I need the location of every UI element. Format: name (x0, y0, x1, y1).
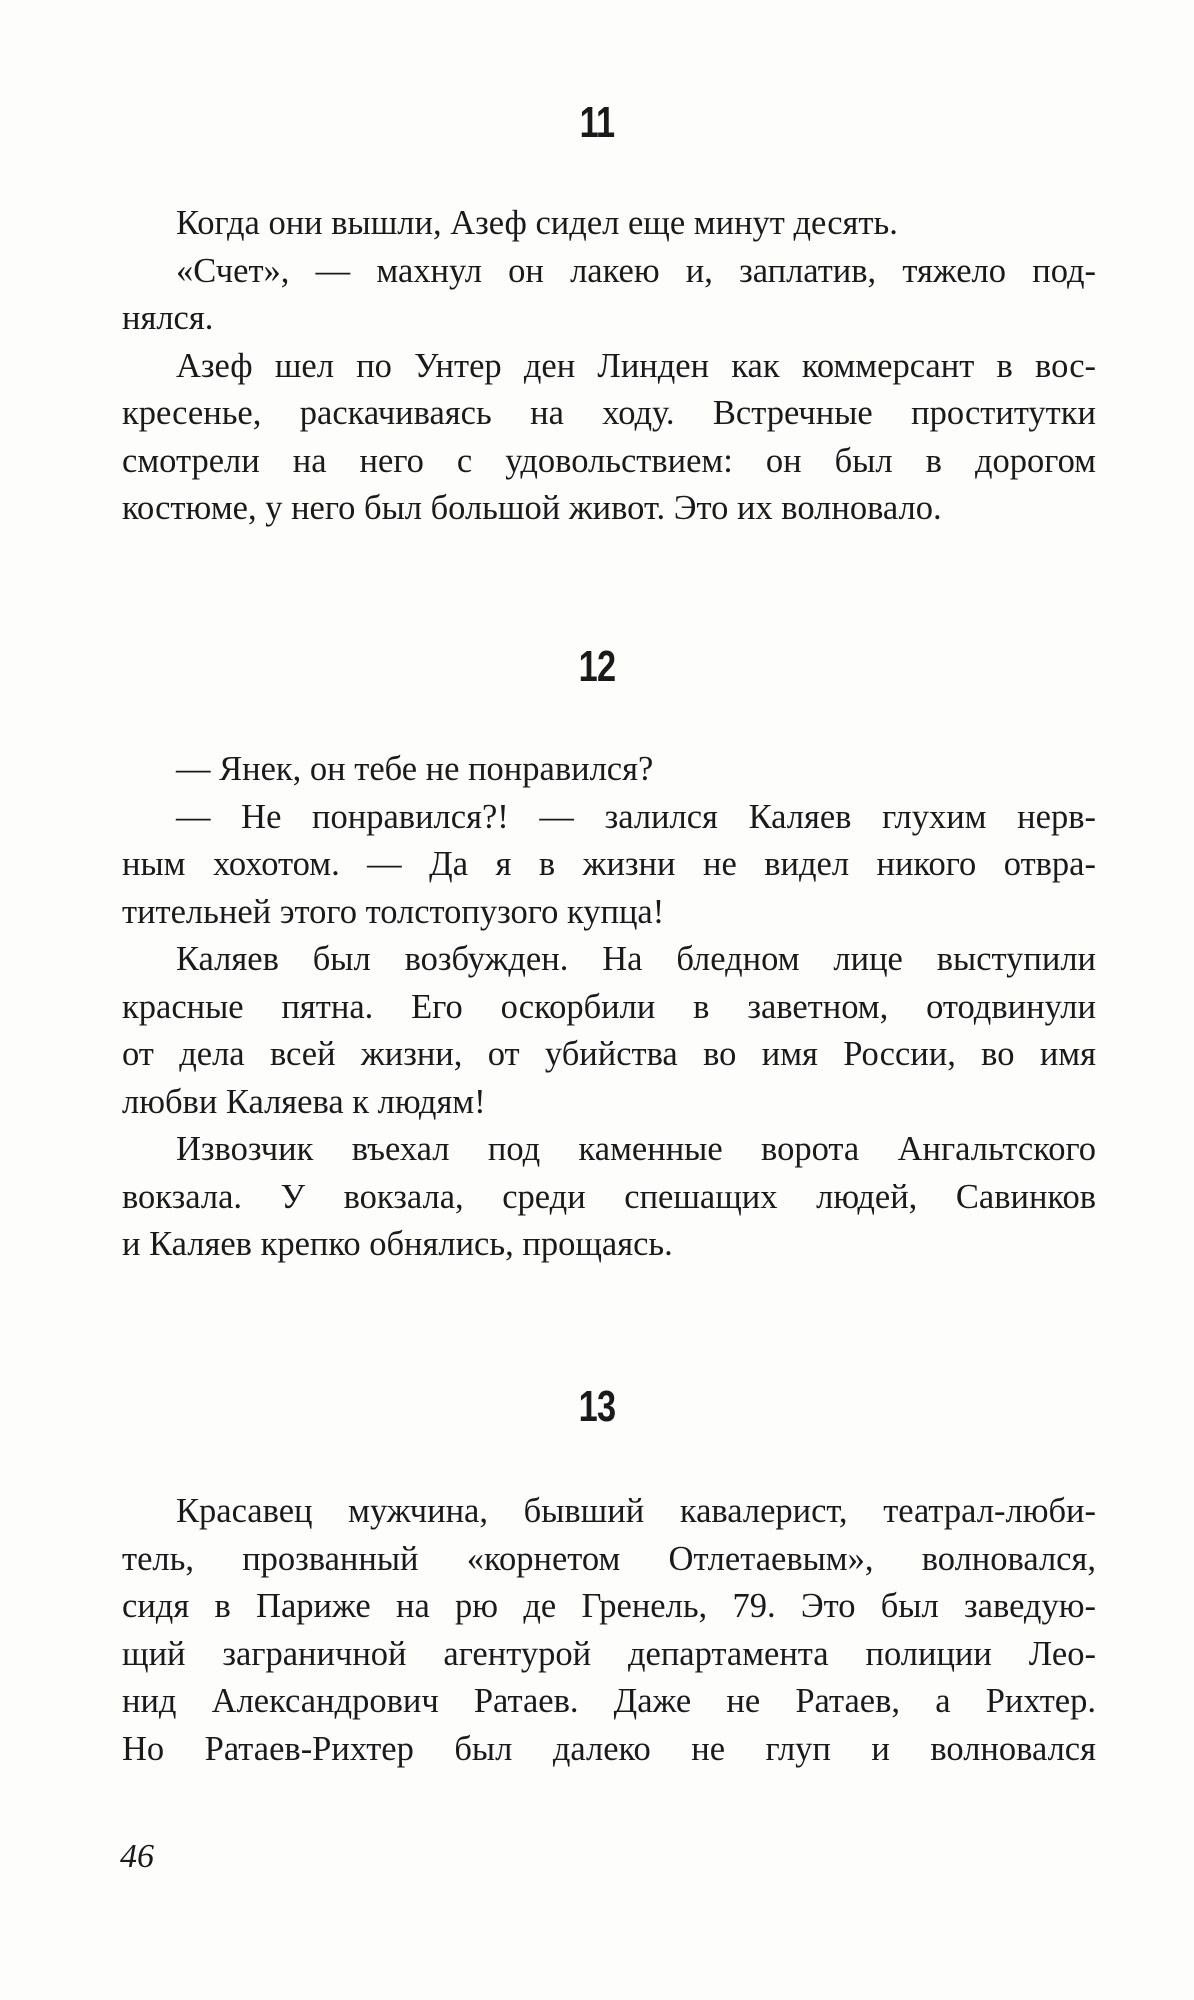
text-line: красные пятна. Его оскорбили в заветном, отодвинули (122, 987, 1096, 1026)
text-line: сидя в Париже на рю де Гренель, 79. Это был заведую- (122, 1587, 1096, 1625)
text-line: Когда они вышли, Азеф сидел еще минут десять. (176, 204, 898, 242)
paragraph (122, 936, 1096, 1126)
text-line: костюме, у него был большой живот. Это их волновало. (122, 489, 942, 527)
text-line: Но Ратаев-Рихтер был далеко не глуп и волновался (122, 1729, 1096, 1768)
text-line: любви Каляева к людям! (122, 1082, 486, 1121)
paragraph (122, 1488, 1096, 1773)
paragraph (122, 343, 1096, 533)
text-line: Красавец мужчина, бывший кавалерист, театрал-люби- (176, 1492, 1096, 1530)
text-line: Каляев был возбужден. На бледном лице выступили (176, 940, 1096, 978)
chapter-heading-12: 12 (578, 642, 616, 691)
text-line: «Счет», — махнул он лакею и, заплатив, тяжело под- (176, 251, 1096, 290)
paragraph (122, 1126, 1096, 1269)
text-line: от дела всей жизни, от убийства во имя России, во имя (122, 1035, 1096, 1073)
paragraph (122, 794, 1096, 937)
text-line: кресенье, раскачиваясь на ходу. Встречные проститутки (122, 394, 1096, 432)
text-line: и Каляев крепко обнялись, прощаясь. (122, 1225, 673, 1263)
text-line: ным хохотом. — Да я в жизни не видел никого отвра- (122, 845, 1096, 883)
text-line: нялся. (122, 299, 214, 337)
text-line: — Янек, он тебе не понравился? (176, 750, 654, 788)
text-line: Извозчик въехал под каменные ворота Ангальтского (176, 1130, 1096, 1168)
chapter-heading-11: 11 (579, 98, 615, 147)
text-line: вокзала. У вокзала, среди спешащих людей, Савинков (122, 1177, 1096, 1216)
section-12-text (122, 746, 1096, 1269)
text-line: смотрели на него с удовольствием: он был в дорогом (122, 441, 1096, 480)
text-line: тель, прозванный «корнетом Отлетаевым», волновался, (122, 1539, 1096, 1578)
text-line: — Не понравился?! — залился Каляев глухим нерв- (176, 797, 1096, 836)
text-line: Азеф шел по Унтер ден Линден как коммерсант в вос- (176, 346, 1096, 385)
text-line: тительней этого толстопузого купца! (122, 892, 665, 931)
section-11-text (122, 200, 1096, 533)
section-13-text (122, 1488, 1096, 1773)
paragraph (122, 248, 1096, 343)
page-number: 46 (120, 1838, 154, 1875)
paragraph (122, 746, 1096, 794)
text-line: нид Александрович Ратаев. Даже не Ратаев, а Рихтер. (122, 1682, 1096, 1720)
paragraph (122, 200, 1096, 248)
text-line: щий заграничной агентурой департамента полиции Лео- (122, 1634, 1096, 1673)
chapter-heading-13: 13 (578, 1382, 616, 1431)
